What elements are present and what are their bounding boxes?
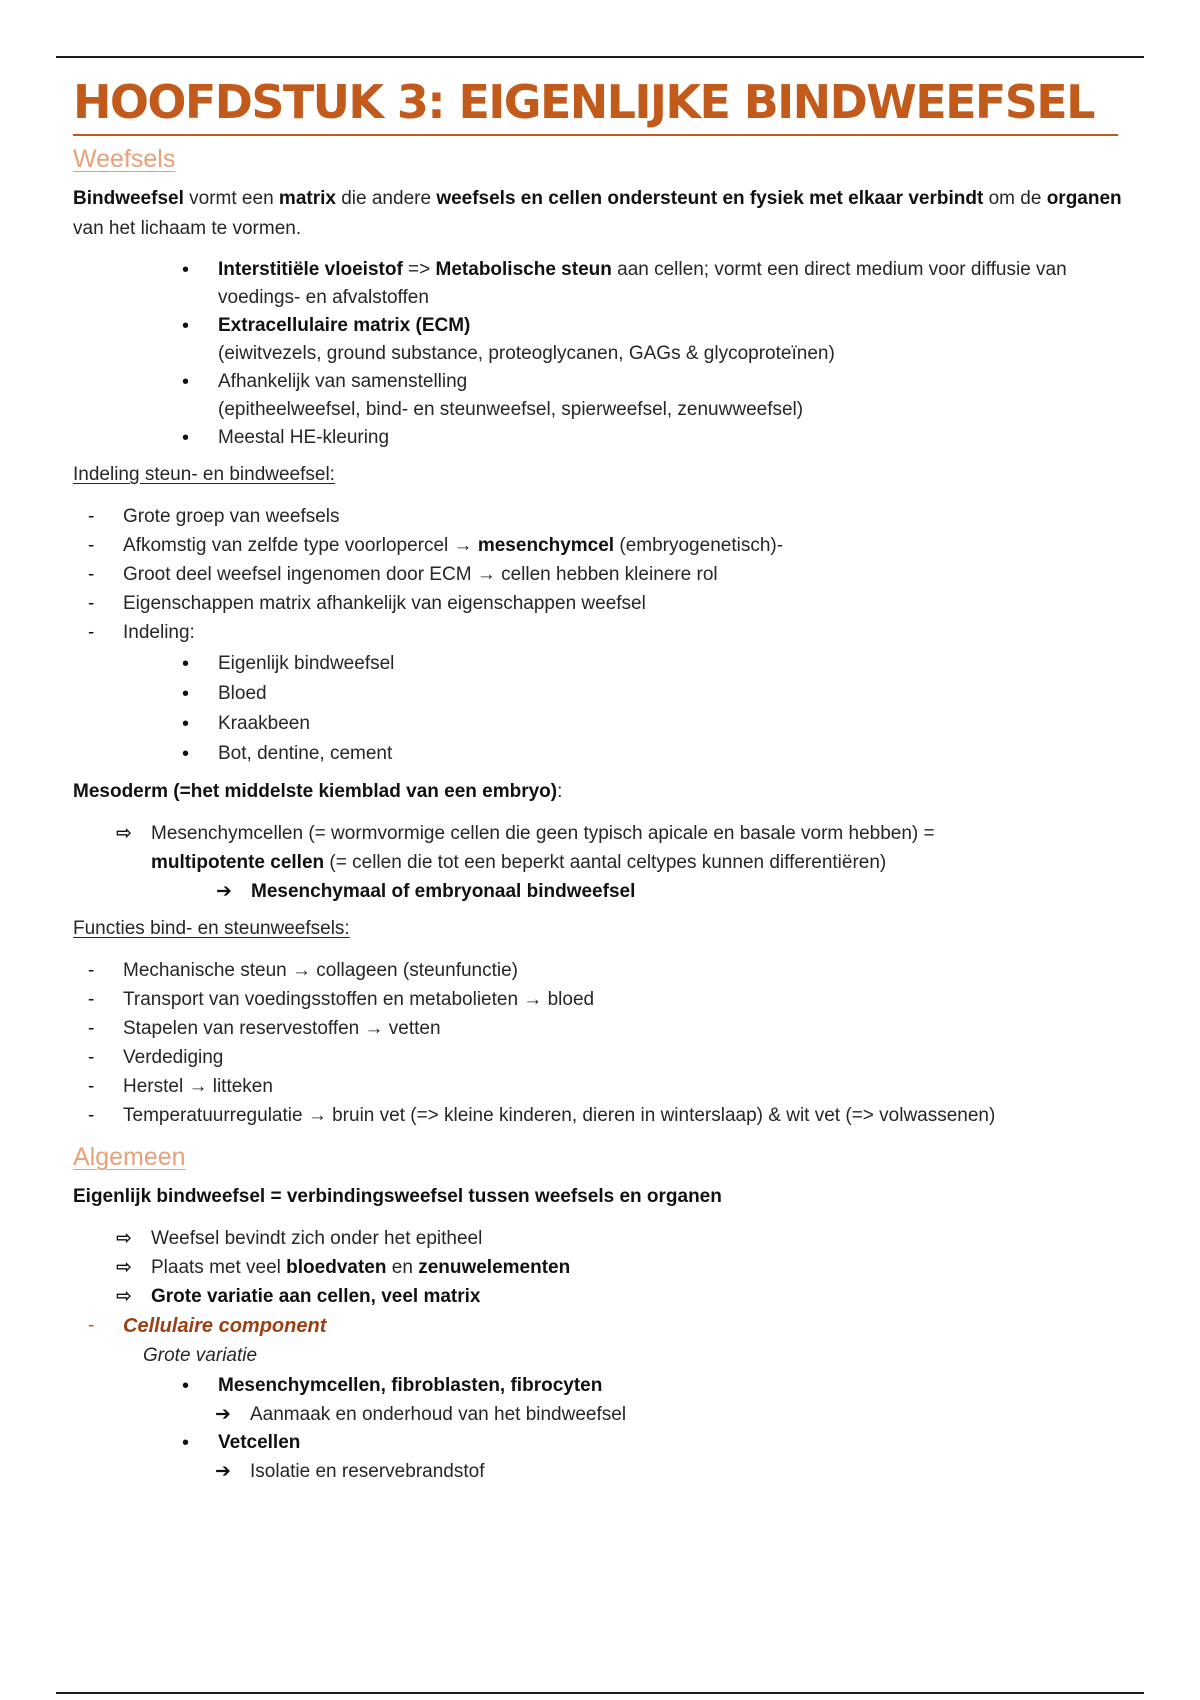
sub-arrow-item: ➔ Isolatie en reservebrandstof	[250, 1457, 1133, 1486]
intro-text: van het lichaam te vormen.	[73, 218, 302, 239]
list-item: • Eigenlijk bindweefsel	[218, 649, 1133, 679]
algemeen-list	[151, 1224, 1133, 1311]
cell-types-list	[218, 1372, 1133, 1486]
item-bold: Vetcellen	[218, 1432, 301, 1453]
list-item	[218, 312, 1133, 368]
mesoderm-colon: :	[557, 781, 563, 802]
indeling-heading: Indeling steun- en bindweefsel:	[73, 464, 335, 485]
functies-heading: Functies bind- en steunweefsels:	[73, 918, 350, 939]
list-item	[151, 819, 1133, 877]
item-bold: Mesenchymcellen, fibroblasten, fibrocyten	[218, 1375, 603, 1396]
list-item: - Groot deel weefsel ingenomen door ECM → cellen hebben kleinere rol	[123, 560, 1133, 589]
bullet-text: Meestal HE-kleuring	[218, 427, 390, 448]
list-item	[218, 1372, 1133, 1429]
item-text: en	[386, 1257, 419, 1278]
bottom-rule	[56, 1692, 1144, 1694]
weefsels-bullet-list	[218, 256, 1133, 452]
list-item: - Grote groep van weefsels	[123, 502, 1133, 531]
intro-term-organen: organen	[1046, 188, 1122, 209]
top-rule	[56, 56, 1144, 58]
bullet-subtext: (eiwitvezels, ground substance, proteoglycanen, GAGs & glycoproteïnen)	[218, 343, 835, 364]
indeling-list	[123, 502, 1133, 647]
item-bold: zenuwelementen	[418, 1257, 571, 1278]
sub-arrow-item: ➔ Aanmaak en onderhoud van het bindweefsel	[250, 1400, 1133, 1429]
section-heading-weefsels: Weefsels	[73, 145, 176, 173]
mesoderm-heading	[73, 777, 1133, 807]
algemeen-definition	[73, 1182, 1133, 1212]
list-item	[218, 424, 1133, 452]
item-bold: multipotente cellen	[151, 852, 325, 873]
item-text: Afkomstig van zelfde type voorlopercel →	[123, 535, 478, 556]
item-text: (embryogenetisch)-	[614, 535, 784, 556]
item-bold: bloedvaten	[286, 1257, 387, 1278]
list-item	[151, 1253, 1133, 1282]
chapter-title: HOOFDSTUK 3: EIGENLIJKE BINDWEEFSEL	[73, 72, 1118, 136]
list-item	[151, 1282, 1133, 1311]
intro-term-bindweefsel: Bindweefsel	[73, 188, 184, 209]
list-item	[123, 531, 1133, 560]
list-item: - Verdediging	[123, 1043, 1133, 1072]
mesoderm-result	[251, 877, 1133, 906]
item-text: (= cellen die tot een beperkt aantal celtypes kunnen differentiëren)	[324, 852, 887, 873]
mesoderm-heading-text: Mesoderm (=het middelste kiemblad van een embryo)	[73, 781, 558, 802]
item-text: Mesenchymcellen (= wormvormige cellen die geen typisch apicale en basale vorm hebben) =	[151, 823, 935, 844]
list-item: - Temperatuurregulatie → bruin vet (=> kleine kinderen, dieren in winterslaap) & wit vet (=> volwassenen)	[123, 1101, 1133, 1130]
item-text: Plaats met veel	[151, 1257, 287, 1278]
item-bold: Grote variatie aan cellen, veel matrix	[151, 1286, 481, 1307]
bullet-text: =>	[402, 259, 436, 280]
bullet-bold: Interstitiële vloeistof	[218, 259, 403, 280]
list-item: - Herstel → litteken	[123, 1072, 1133, 1101]
document-page	[73, 72, 1133, 1486]
list-item: - Transport van voedingsstoffen en metabolieten → bloed	[123, 985, 1133, 1014]
bullet-bold: Metabolische steun	[435, 259, 612, 280]
list-item	[218, 1429, 1133, 1486]
list-item: - Eigenschappen matrix afhankelijk van eigenschappen weefsel	[123, 589, 1133, 618]
list-item: ⇨ Weefsel bevindt zich onder het epitheel	[151, 1224, 1133, 1253]
list-item: - Stapelen van reservestoffen → vetten	[123, 1014, 1133, 1043]
list-item	[218, 256, 1133, 312]
bullet-subtext: (epitheelweefsel, bind- en steunweefsel, spierweefsel, zenuwweefsel)	[218, 399, 804, 420]
mesoderm-list	[151, 819, 1133, 877]
cellulaire-component-heading	[123, 1311, 1133, 1342]
list-item: • Bloed	[218, 679, 1133, 709]
list-item: • Bot, dentine, cement	[218, 739, 1133, 769]
list-item	[218, 368, 1133, 424]
functies-list	[123, 956, 1133, 1130]
intro-text: die andere	[335, 188, 437, 209]
list-item: - Mechanische steun → collageen (steunfunctie)	[123, 956, 1133, 985]
bullet-bold: Extracellulaire matrix (ECM)	[218, 315, 471, 336]
definition-bold: Eigenlijk bindweefsel = verbindingsweefsel tussen weefsels en organen	[73, 1186, 722, 1207]
intro-text: vormt een	[183, 188, 279, 209]
component-title: Cellulaire component	[123, 1315, 327, 1337]
item-bold: mesenchymcel	[477, 535, 615, 556]
intro-paragraph	[73, 184, 1133, 244]
result-bold: Mesenchymaal of embryonaal bindweefsel	[251, 881, 636, 902]
bullet-text: aan cellen; vormt een direct medium voor diffusie van voedings- en afvalstoffen	[218, 259, 1067, 308]
intro-term-matrix: matrix	[278, 188, 336, 209]
list-item: - Indeling:	[123, 618, 1133, 647]
component-subtitle: Grote variatie	[143, 1345, 258, 1366]
list-item: • Kraakbeen	[218, 709, 1133, 739]
intro-text: om de	[983, 188, 1047, 209]
intro-term-weefsels: weefsels en cellen ondersteunt en fysiek met elkaar verbindt	[436, 188, 984, 209]
indeling-types-list	[218, 649, 1133, 769]
bullet-text: Afhankelijk van samenstelling	[218, 371, 468, 392]
section-heading-algemeen: Algemeen	[73, 1143, 186, 1171]
